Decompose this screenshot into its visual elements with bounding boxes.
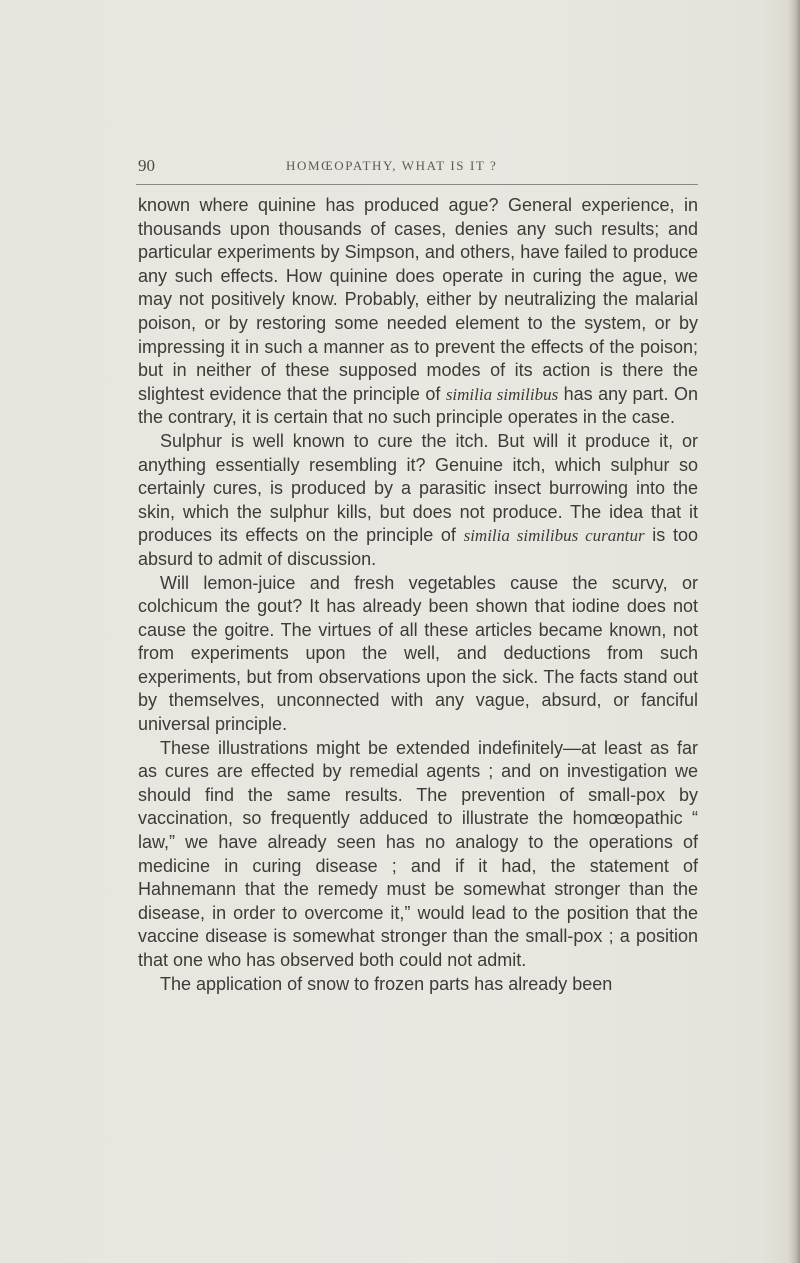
paragraph-quinine (138, 194, 698, 430)
running-header (138, 156, 698, 178)
page-edge-shadow (788, 0, 800, 1263)
paragraph-text: Sulphur is well known to cure the itch. But will it produce it, or anything essentially resembling it? Genuine itch, which sulphur so certainly cures, is produced by a parasitic insect burrowing into the skin, which the sulphur kills, but does not produce. The idea that it produces its effects on the principle of (138, 430, 698, 546)
paragraph-text: known where quinine has produced ague? General experience, in thousands upon thousands of cases, denies any such results; and particular experiments by Simpson, and others, have failed to produce any such effects. How quinine does operate in curing the ague, we may not positively know. Probably, either by neutralizing the malarial poison, or by restoring some needed element to the system, or by impressing it in such a manner as to prevent the effects of the poison; but in neither of these supposed modes of its action is there the slightest evidence that the principle of (138, 195, 698, 404)
page-number: 90 (138, 156, 155, 175)
body-text (138, 194, 698, 996)
paragraph-text: is too absurd to admit of discussion. (138, 525, 699, 569)
paragraph-scurvy: Will lemon-juice and fresh vegetables cause the scurvy, or colchicum the gout? It has already been shown that iodine does not cause the goitre. The virtues of all these articles became known, not from experiments upon the well, and deductions from such experiments, but from observations upon the sick. The facts stand out by themselves, unconnected with any vague, absurd, or fanciful universal principle. (138, 572, 698, 735)
header-rule (136, 184, 698, 185)
paragraph-snow: The application of snow to frozen parts has already been (160, 973, 613, 994)
running-title: HOMŒOPATHY, WHAT IS IT ? (286, 158, 498, 173)
paragraph-illustrations: These illustrations might be extended indefinitely—at least as far as cures are effected by remedial agents ; and on investigation we should find the same results. The prevention of small-pox by vaccination, so frequently adduced to illustrate the homœopathic “ law,” we have already seen has no analogy to the operations of medicine in curing disease ; and if it had, the statement of Hahnemann that the remedy must be somewhat stronger than the disease, in order to overcome it,” would lead to the position that the vaccine disease is somewhat stronger than the small-pox ; a position that one who has observed both could not admit. (138, 737, 698, 970)
italic-phrase: similia similibus curantur (463, 526, 645, 546)
paragraph-sulphur (138, 430, 698, 572)
italic-phrase: similia similibus (445, 384, 559, 404)
paragraph-text: has any part. On the contrary, it is certain that no such principle operates in the case. (138, 383, 699, 428)
